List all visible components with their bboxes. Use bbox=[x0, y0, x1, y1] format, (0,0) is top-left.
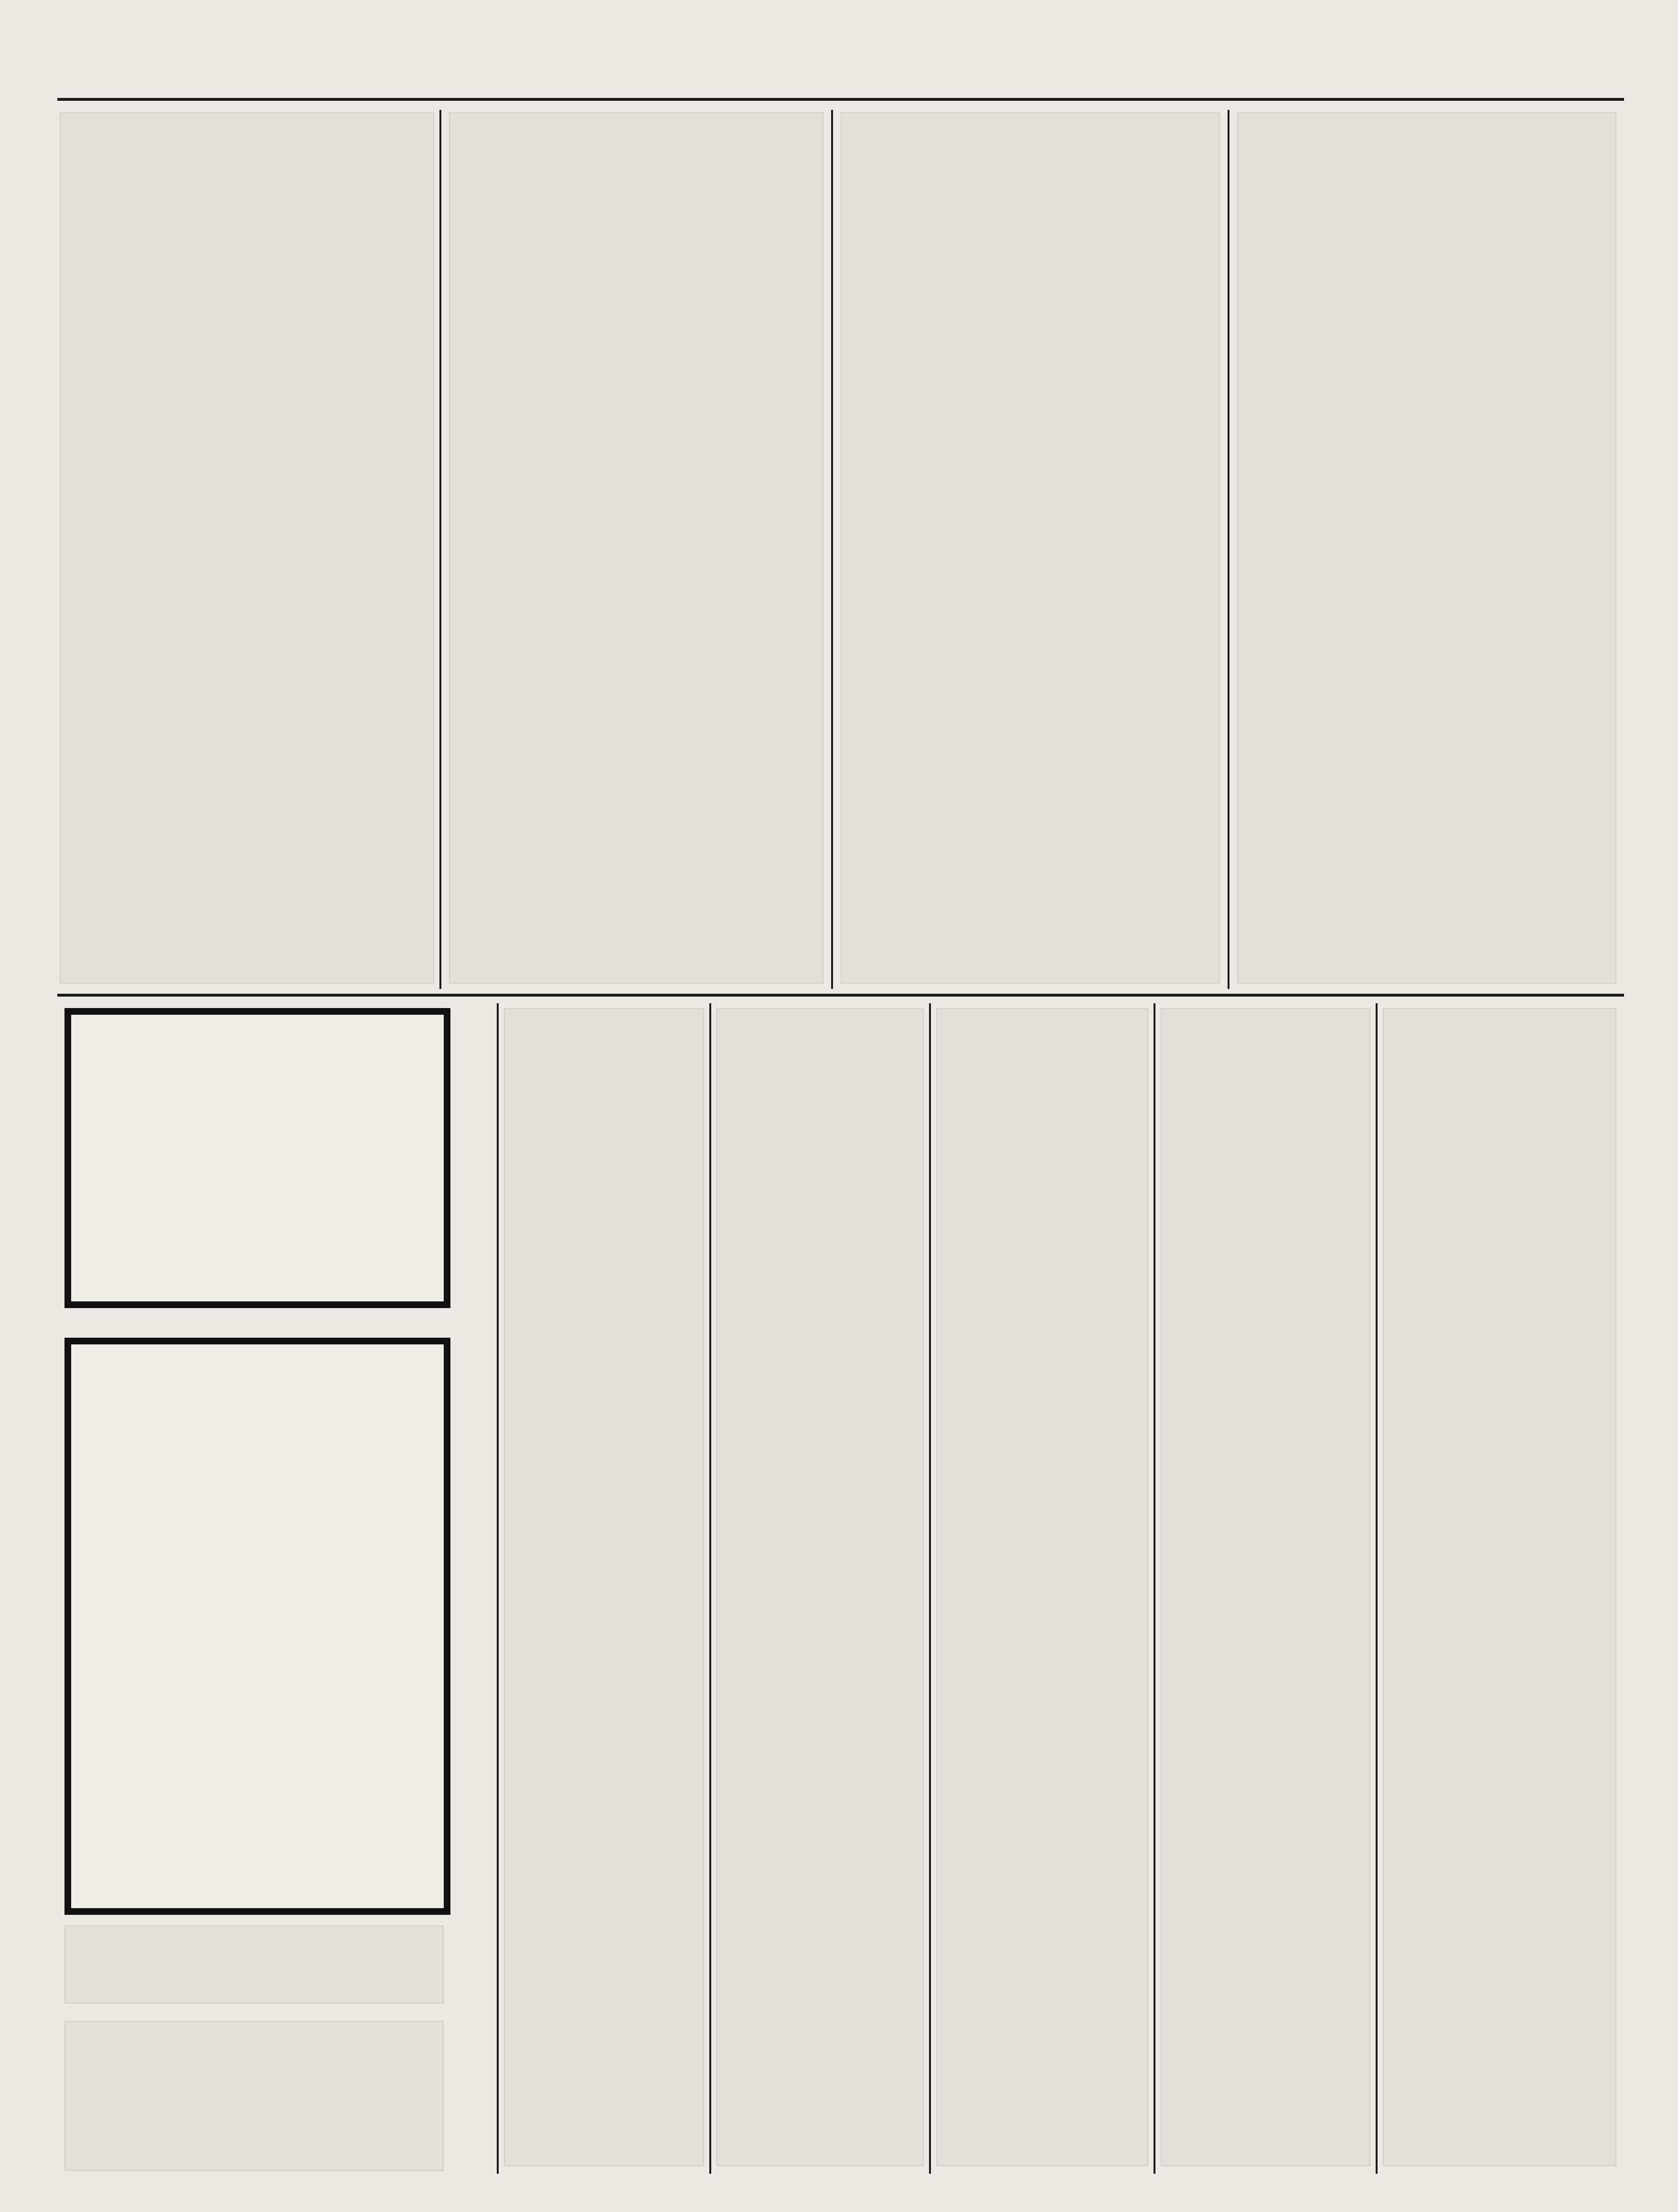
column-1-upper bbox=[60, 112, 434, 984]
column-divider-3 bbox=[1228, 110, 1229, 989]
classified-divider-4 bbox=[1154, 1003, 1155, 2174]
advertisement-block-3 bbox=[64, 1925, 444, 2004]
classified-divider-3 bbox=[929, 1003, 931, 2174]
advertisement-frame-1 bbox=[64, 1008, 450, 1308]
classified-column-4 bbox=[1161, 1008, 1370, 2166]
column-2-upper bbox=[449, 112, 823, 984]
column-3-upper bbox=[841, 112, 1220, 984]
classified-divider-5 bbox=[1376, 1003, 1378, 2174]
masthead-rule bbox=[57, 98, 1624, 101]
advertisement-block-4 bbox=[64, 2021, 444, 2171]
column-4-upper bbox=[1237, 112, 1616, 984]
classified-divider-2 bbox=[709, 1003, 711, 2174]
classified-column-3 bbox=[936, 1008, 1148, 2166]
classified-divider-1 bbox=[497, 1003, 499, 2174]
classified-column-1 bbox=[504, 1008, 704, 2166]
classified-column-2 bbox=[716, 1008, 924, 2166]
section-divider bbox=[57, 994, 1624, 997]
column-divider-2 bbox=[831, 110, 833, 989]
column-divider-1 bbox=[439, 110, 441, 989]
classified-column-5 bbox=[1383, 1008, 1616, 2166]
advertisement-frame-2 bbox=[64, 1338, 450, 1915]
